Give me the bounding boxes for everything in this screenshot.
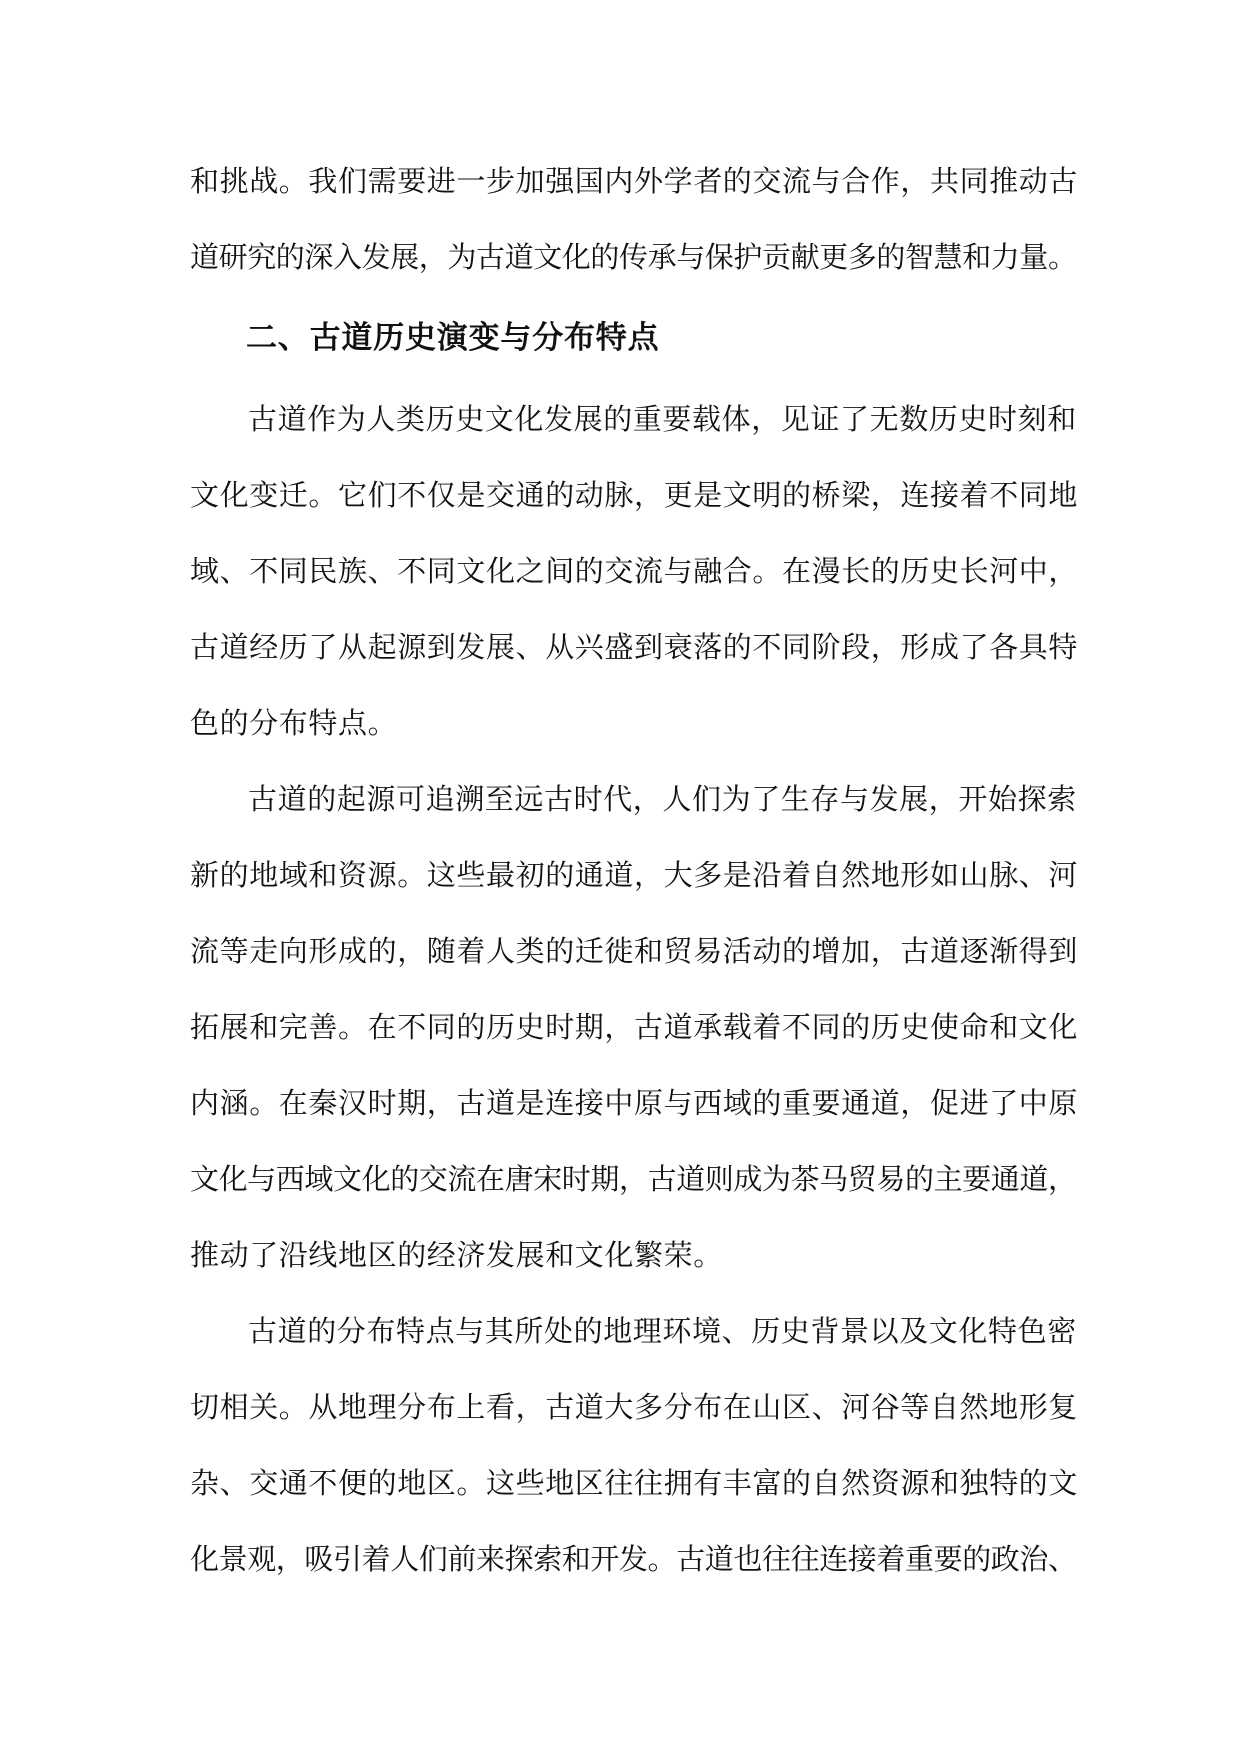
document-body (190, 143, 1079, 1597)
text-line: 古道的起源可追溯至远古时代，人们为了生存与发展，开始探索 (248, 782, 1077, 816)
text-line: 新的地域和资源。这些最初的通道，大多是沿着自然地形如山脉、河 (190, 858, 1079, 892)
paragraph-3 (190, 1293, 1079, 1597)
text-line: 流等走向形成的，随着人类的迁徙和贸易活动的增加，古道逐渐得到 (190, 934, 1079, 968)
text-line: 和挑战。我们需要进一步加强国内外学者的交流与合作，共同推动古 (190, 164, 1079, 198)
text-line: 古道作为人类历史文化发展的重要载体，见证了无数历史时刻和 (248, 402, 1077, 436)
paragraph-2 (190, 761, 1079, 1293)
text-line: 域、不同民族、不同文化之间的交流与融合。在漫长的历史长河中， (190, 554, 1079, 588)
text-line: 化景观，吸引着人们前来探索和开发。古道也往往连接着重要的政治、 (190, 1542, 1077, 1576)
text-line: 道研究的深入发展，为古道文化的传承与保护贡献更多的智慧和力量。 (190, 240, 1077, 274)
text-line: 文化变迁。它们不仅是交通的动脉，更是文明的桥梁，连接着不同地 (190, 478, 1079, 512)
text-line: 色的分布特点。 (190, 706, 398, 740)
text-line: 杂、交通不便的地区。这些地区往往拥有丰富的自然资源和独特的文 (190, 1466, 1079, 1500)
text-line: 古道的分布特点与其所处的地理环境、历史背景以及文化特色密 (248, 1314, 1077, 1348)
text-line: 文化与西域文化的交流在唐宋时期，古道则成为茶马贸易的主要通道， (190, 1162, 1077, 1196)
text-line: 拓展和完善。在不同的历史时期，古道承载着不同的历史使命和文化 (190, 1010, 1079, 1044)
paragraph-1 (190, 381, 1079, 761)
section-heading: 二、古道历史演变与分布特点 (246, 320, 660, 356)
text-line: 古道经历了从起源到发展、从兴盛到衰落的不同阶段，形成了各具特 (190, 630, 1079, 664)
text-line: 切相关。从地理分布上看，古道大多分布在山区、河谷等自然地形复 (190, 1390, 1079, 1424)
text-line: 推动了沿线地区的经济发展和文化繁荣。 (190, 1238, 723, 1272)
intro-paragraph (190, 143, 1079, 295)
text-line: 内涵。在秦汉时期，古道是连接中原与西域的重要通道，促进了中原 (190, 1086, 1079, 1120)
